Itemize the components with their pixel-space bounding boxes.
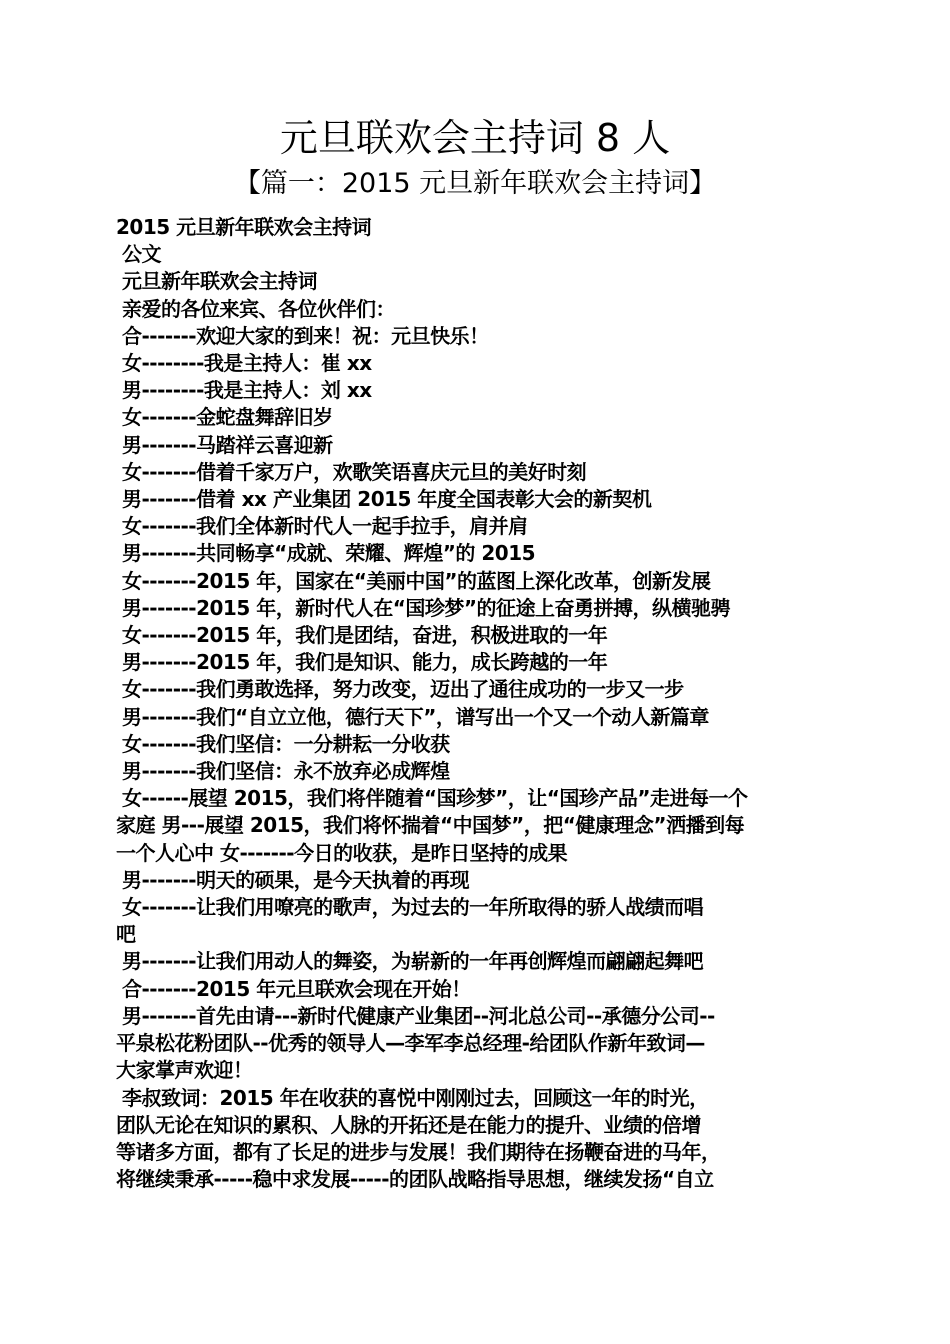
document-line: 家庭 男---展望 2015，我们将怀揣着“中国梦”，把“健康理念”洒播到每 [116, 813, 745, 838]
document-line: 男-------2015 年，新时代人在“国珍梦”的征途上奋勇拼搏，纵横驰骋 [122, 595, 731, 620]
document-line: 女-------我们坚信：一分耕耘一分收获 [122, 731, 450, 756]
document-line: 元旦新年联欢会主持词 [122, 269, 317, 294]
document-line: 女-------2015 年，我们是团结，奋进，积极进取的一年 [122, 623, 608, 648]
document-line: 男-------明天的硕果，是今天执着的再现 [122, 867, 470, 892]
document-line: 女-------借着千家万户，欢歌笑语喜庆元旦的美好时刻 [122, 459, 587, 484]
document-line: 大家掌声欢迎！ [116, 1058, 253, 1083]
document-line: 女-------让我们用嘹亮的歌声，为过去的一年所取得的骄人战绩而唱 [122, 895, 704, 920]
document-line: 男--------我是主持人：刘 xx [122, 378, 372, 403]
document-line: 女-------我们勇敢选择，努力改变，迈出了通往成功的一步又一步 [122, 677, 684, 702]
document-line: 男-------我们坚信：永不放弃必成辉煌 [122, 759, 450, 784]
document-line: 合-------2015 年元旦联欢会现在开始！ [122, 976, 471, 1001]
document-line: 李叔致词：2015 年在收获的喜悦中刚刚过去，回顾这一年的时光， [122, 1085, 709, 1110]
document-subtitle: 【篇一：2015 元旦新年联欢会主持词】 [233, 168, 717, 199]
document-line: 男-------马踏祥云喜迎新 [122, 432, 333, 457]
document-line: 将继续秉承-----稳中求发展-----的团队战略指导思想，继续发扬“自立 [116, 1167, 714, 1192]
document-line: 平泉松花粉团队--优秀的领导人—李军李总经理-给团队作新年致词— [116, 1031, 705, 1056]
document-line: 男-------借着 xx 产业集团 2015 年度全国表彰大会的新契机 [122, 487, 652, 512]
document-body [116, 214, 846, 1193]
document-line: 等诸多方面，都有了长足的进步与发展！我们期待在扬鞭奋进的马年， [116, 1139, 721, 1164]
document-line: 女-------我们全体新时代人一起手拉手，肩并肩 [122, 514, 528, 539]
document-title: 元旦联欢会主持词 8 人 [279, 116, 671, 160]
document-line: 吧 [116, 922, 136, 947]
document-line: 男-------我们“自立立他，德行天下”，谱写出一个又一个动人新篇章 [122, 704, 709, 729]
document-line: 团队无论在知识的累积、人脉的开拓还是在能力的提升、业绩的倍增 [116, 1112, 701, 1137]
document-line: 男-------让我们用动人的舞姿，为崭新的一年再创辉煌而翩翩起舞吧 [122, 949, 704, 974]
document-line: 一个人心中 女-------今日的收获，是昨日坚持的成果 [116, 840, 568, 865]
document-line: 男-------共同畅享“成就、荣耀、辉煌”的 2015 [122, 541, 536, 566]
document-line: 公文 [122, 242, 161, 267]
document-line: 女------展望 2015，我们将伴随着“国珍梦”，让“国珍产品”走进每一个 [122, 786, 748, 811]
document-line: 男-------首先由请---新时代健康产业集团--河北总公司--承德分公司-- [122, 1003, 715, 1028]
document-line: 2015 元旦新年联欢会主持词 [116, 215, 372, 239]
document-line: 亲爱的各位来宾、各位伙伴们： [122, 296, 395, 321]
document-line: 男-------2015 年，我们是知识、能力，成长跨越的一年 [122, 650, 608, 675]
document-line: 女--------我是主持人：崔 xx [122, 351, 372, 376]
document-line: 女-------金蛇盘舞辞旧岁 [122, 405, 333, 430]
document-line: 女-------2015 年，国家在“美丽中国”的蓝图上深化改革，创新发展 [122, 568, 711, 593]
document-line: 合-------欢迎大家的到来！祝：元旦快乐！ [122, 323, 489, 348]
